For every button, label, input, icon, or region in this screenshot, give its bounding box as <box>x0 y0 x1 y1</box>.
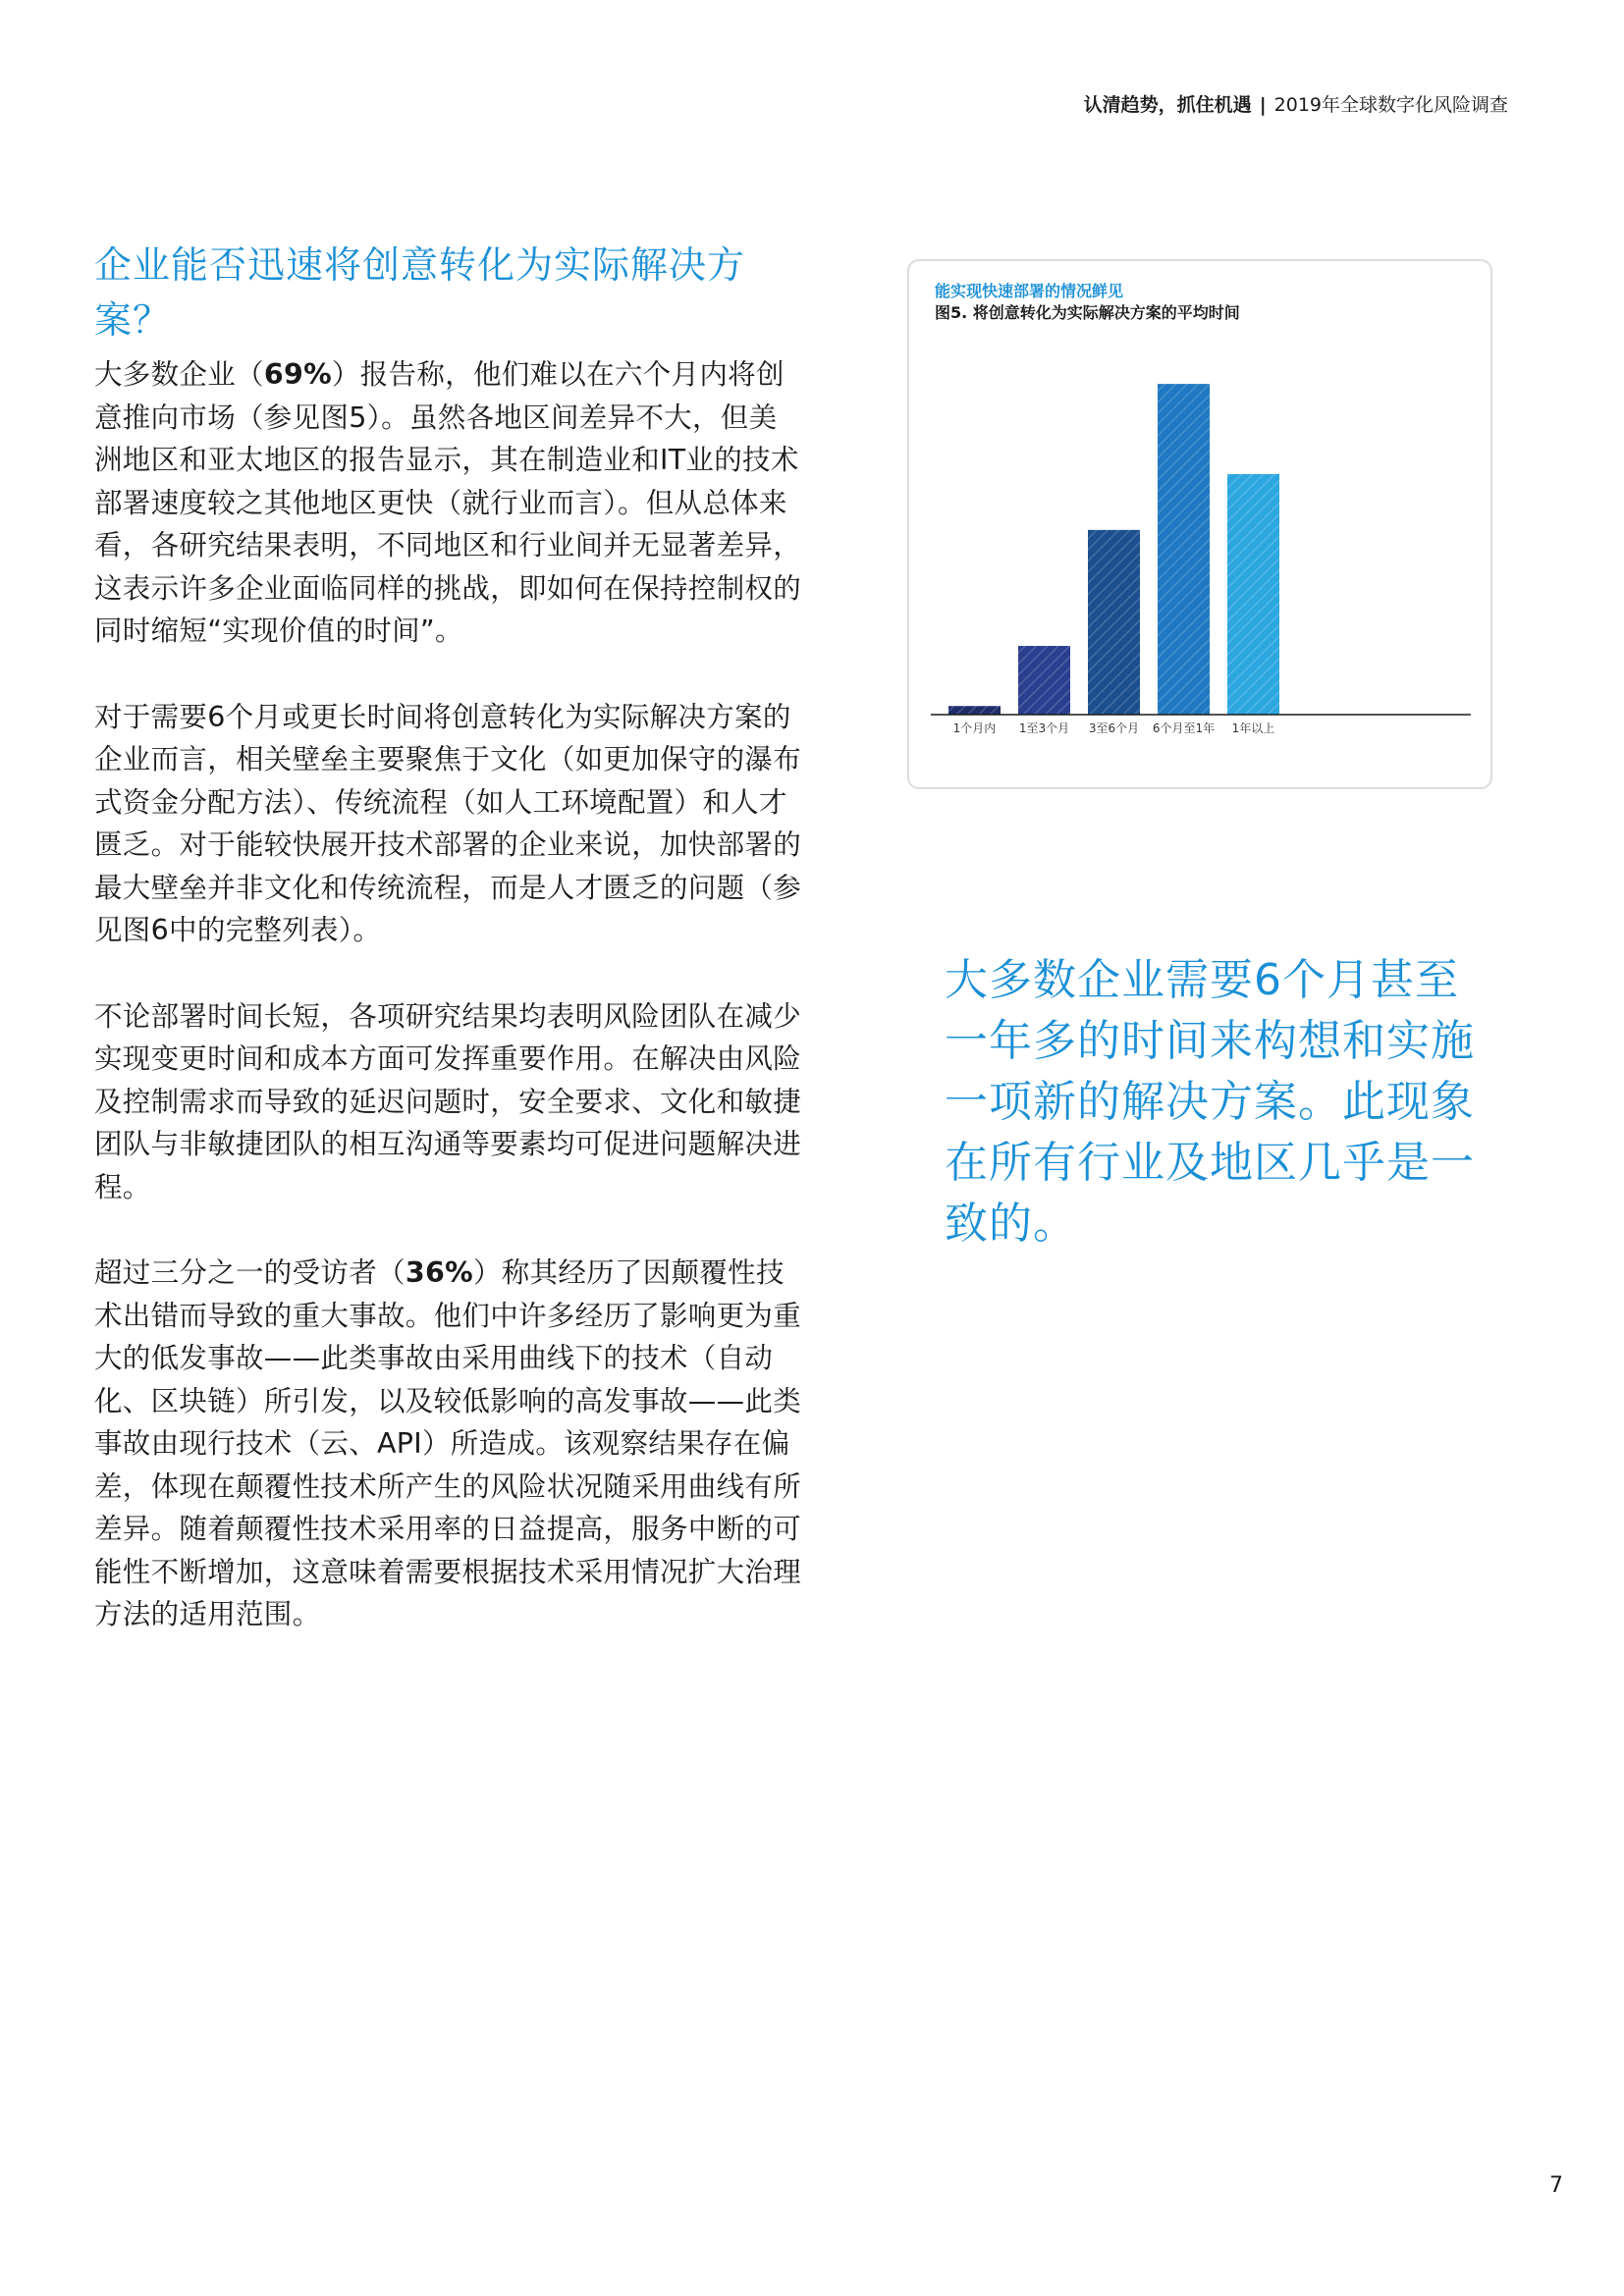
header-subtitle: 2019年全球数字化风险调查 <box>1273 94 1508 116</box>
bar-chart-svg <box>909 261 1490 787</box>
x-tick-label-3: 3至6个月 <box>1088 721 1140 735</box>
x-tick-label-2: 1至3个月 <box>1018 721 1070 735</box>
header-title: 认清趋势，抓住机遇 <box>1083 94 1252 116</box>
p1-percent: 69% <box>263 358 332 391</box>
bar-hatch-4 <box>1158 384 1210 715</box>
p4-post: ）称其经历了因颠覆性技术出错而导致的重大事故。他们中许多经历了影响更为重大的低发事故——此类事故由采用曲线下的技术（自动化、区块链）所引发，以及较低影响的高发事故——此类事故由现行技术（云、API）所造成。该观察结果存在偏差，体现在颠覆性技术所产生的风险状况随采用曲线有所差异。随着颠覆性技术采用率的日益提高，服务中断的可能性不断增加，这意味着需要根据技术采用情况扩大治理方法的适用范围。 <box>94 1256 802 1630</box>
pull-quote: 大多数企业需要6个月甚至一年多的时间来构想和实施一项新的解决方案。此现象在所有行业及地区几乎是一致的。 <box>945 955 1475 1249</box>
paragraph-3: 不论部署时间长短，各项研究结果均表明风险团队在减少实现变更时间和成本方面可发挥重要作用。在解决由风险及控制需求而导致的延迟问题时，安全要求、文化和敏捷团队与非敏捷团队的相互沟通等要素均可促进问题解决进程。 <box>94 999 802 1203</box>
bar-hatch-5 <box>1227 474 1279 715</box>
bar-hatch-2 <box>1018 646 1070 715</box>
p4-pre: 超过三分之一的受访者（ <box>94 1256 406 1289</box>
running-header <box>1084 90 1508 117</box>
chart-title: 能实现快速部署的情况鲜见 <box>935 282 1124 300</box>
header-separator: | <box>1259 94 1267 116</box>
figure-5-chart <box>907 259 1492 789</box>
x-tick-label-5: 1年以上 <box>1231 721 1275 735</box>
bar-hatch-3 <box>1088 530 1140 715</box>
x-tick-label-4: 6个月至1年 <box>1152 721 1216 735</box>
bar-hatch-1 <box>948 706 1001 715</box>
section-heading: 企业能否迅速将创意转化为实际解决方案？ <box>94 243 746 342</box>
chart-subtitle: 图5. 将创意转化为实际解决方案的平均时间 <box>935 303 1240 322</box>
page-number: 7 <box>1549 2173 1563 2198</box>
paragraph-1 <box>94 353 801 653</box>
paragraph-4 <box>94 1252 801 1636</box>
p1-post: ）报告称，他们难以在六个月内将创意推向市场（参见图5）。虽然各地区间差异不大，但美洲地区和亚太地区的报告显示，其在制造业和IT业的技术部署速度较之其他地区更快（就行业而言）。但从总体来看，各研究结果表明，不同地区和行业间并无显著差异，这表示许多企业面临同样的挑战，即如何在保持控制权的同时缩短“实现价值的时间”。 <box>94 358 802 647</box>
p1-pre: 大多数企业（ <box>94 358 264 391</box>
x-tick-label-1: 1个月内 <box>952 721 997 735</box>
main-text-column <box>94 238 801 1680</box>
paragraph-2: 对于需要6个月或更长时间将创意转化为实际解决方案的企业而言，相关壁垒主要聚焦于文化（如更加保守的瀑布式资金分配方法）、传统流程（如人工环境配置）和人才匮乏。对于能较快展开技术部署的企业来说，加快部署的最大壁垒并非文化和传统流程，而是人才匮乏的问题（参见图6中的完整列表）。 <box>94 700 802 946</box>
p4-percent: 36% <box>405 1256 473 1289</box>
